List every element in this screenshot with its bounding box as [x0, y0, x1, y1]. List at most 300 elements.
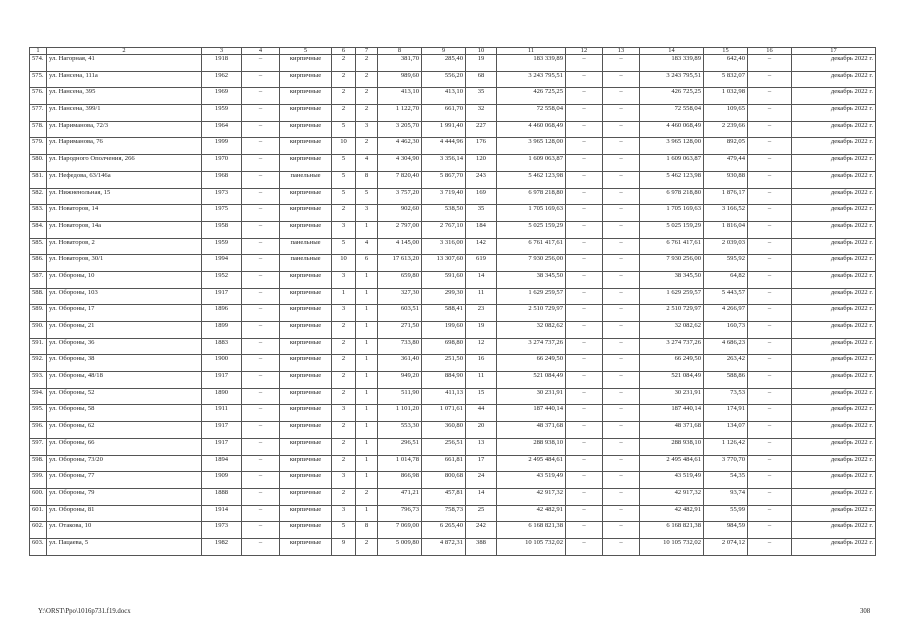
- table-cell: 227: [466, 121, 497, 138]
- table-cell: 11: [466, 288, 497, 305]
- table-cell: кирпичные: [280, 271, 332, 288]
- table-cell: –: [566, 372, 603, 389]
- table-cell: –: [242, 388, 280, 405]
- table-cell: кирпичные: [280, 355, 332, 372]
- table-cell: ул. Отакова, 10: [47, 522, 202, 539]
- table-cell: –: [748, 288, 792, 305]
- table-cell: 271,50: [378, 322, 422, 339]
- table-cell: 1 991,40: [422, 121, 466, 138]
- table-cell: 109,65: [704, 105, 748, 122]
- table-cell: –: [748, 205, 792, 222]
- table-cell: 1: [356, 405, 378, 422]
- table-cell: –: [566, 155, 603, 172]
- table-cell: 1890: [202, 388, 242, 405]
- table-cell: 603,51: [378, 305, 422, 322]
- table-cell: декабрь 2022 г.: [792, 255, 876, 272]
- table-cell: 411,13: [422, 388, 466, 405]
- table-row: [30, 405, 876, 422]
- table-cell: 251,50: [422, 355, 466, 372]
- table-cell: 1958: [202, 221, 242, 238]
- table-cell: –: [748, 138, 792, 155]
- table-cell: кирпичные: [280, 221, 332, 238]
- table-cell: 5: [356, 188, 378, 205]
- table-cell: ул. Обороны, 77: [47, 472, 202, 489]
- table-cell: 1917: [202, 288, 242, 305]
- table-row: [30, 422, 876, 439]
- table-cell: –: [603, 438, 640, 455]
- table-cell: кирпичные: [280, 338, 332, 355]
- table-cell: –: [603, 522, 640, 539]
- table-cell: 1982: [202, 538, 242, 555]
- table-cell: 585.: [30, 238, 47, 255]
- housing-register-table: [29, 47, 876, 556]
- table-cell: 866,98: [378, 472, 422, 489]
- table-cell: 3: [332, 305, 356, 322]
- table-cell: 1 014,78: [378, 455, 422, 472]
- table-cell: 169: [466, 188, 497, 205]
- table-cell: 288 938,10: [640, 438, 704, 455]
- table-cell: 66 249,50: [497, 355, 566, 372]
- table-cell: –: [603, 238, 640, 255]
- table-cell: –: [242, 538, 280, 555]
- table-row: [30, 55, 876, 72]
- table-cell: 35: [466, 205, 497, 222]
- table-cell: декабрь 2022 г.: [792, 288, 876, 305]
- table-cell: 183 339,89: [640, 55, 704, 72]
- table-cell: –: [603, 538, 640, 555]
- table-cell: 2 495 484,61: [497, 455, 566, 472]
- table-cell: –: [566, 522, 603, 539]
- table-cell: ул. Наримановa, 72/3: [47, 121, 202, 138]
- table-cell: 3: [332, 271, 356, 288]
- table-cell: декабрь 2022 г.: [792, 271, 876, 288]
- table-cell: –: [748, 438, 792, 455]
- table-cell: –: [566, 472, 603, 489]
- table-cell: 892,05: [704, 138, 748, 155]
- table-cell: 583.: [30, 205, 47, 222]
- table-cell: 1899: [202, 322, 242, 339]
- table-cell: –: [748, 105, 792, 122]
- table-cell: ул. Нансена, 395: [47, 88, 202, 105]
- table-cell: ул. Обороны, 81: [47, 505, 202, 522]
- table-cell: ул. Новаторов, 14: [47, 205, 202, 222]
- table-cell: –: [603, 205, 640, 222]
- table-cell: 1894: [202, 455, 242, 472]
- table-cell: –: [603, 121, 640, 138]
- table-cell: 1 629 259,57: [497, 288, 566, 305]
- table-cell: 32 082,62: [497, 322, 566, 339]
- table-cell: 4 444,96: [422, 138, 466, 155]
- table-cell: 5: [332, 171, 356, 188]
- table-cell: декабрь 2022 г.: [792, 322, 876, 339]
- table-cell: 3 757,20: [378, 188, 422, 205]
- table-cell: –: [748, 155, 792, 172]
- column-number: 2: [47, 48, 202, 55]
- table-cell: 595.: [30, 405, 47, 422]
- table-cell: кирпичные: [280, 188, 332, 205]
- table-cell: –: [603, 105, 640, 122]
- table-cell: 73,53: [704, 388, 748, 405]
- column-number: 8: [378, 48, 422, 55]
- table-cell: 587.: [30, 271, 47, 288]
- table-cell: –: [242, 88, 280, 105]
- table-cell: 183 339,89: [497, 55, 566, 72]
- column-number: 14: [640, 48, 704, 55]
- table-cell: –: [603, 405, 640, 422]
- table-cell: 243: [466, 171, 497, 188]
- column-number: 1: [30, 48, 47, 55]
- table-cell: 4: [356, 155, 378, 172]
- table-row: [30, 488, 876, 505]
- table-cell: 4 266,97: [704, 305, 748, 322]
- table-cell: –: [242, 121, 280, 138]
- table-cell: кирпичные: [280, 538, 332, 555]
- table-cell: 1 609 063,87: [497, 155, 566, 172]
- table-cell: –: [566, 288, 603, 305]
- table-cell: –: [603, 322, 640, 339]
- table-cell: 43 519,49: [640, 472, 704, 489]
- table-row: [30, 455, 876, 472]
- table-cell: 1994: [202, 255, 242, 272]
- table-cell: 4 462,30: [378, 138, 422, 155]
- table-cell: 42 482,91: [497, 505, 566, 522]
- table-cell: декабрь 2022 г.: [792, 305, 876, 322]
- table-cell: 733,80: [378, 338, 422, 355]
- table-cell: 361,40: [378, 355, 422, 372]
- table-cell: –: [566, 322, 603, 339]
- table-cell: 5 443,57: [704, 288, 748, 305]
- table-cell: 758,73: [422, 505, 466, 522]
- table-cell: 160,73: [704, 322, 748, 339]
- table-cell: –: [603, 455, 640, 472]
- column-number: 12: [566, 48, 603, 55]
- table-cell: 2: [332, 355, 356, 372]
- table-cell: 134,07: [704, 422, 748, 439]
- table-cell: –: [242, 138, 280, 155]
- table-cell: –: [603, 171, 640, 188]
- table-row: [30, 505, 876, 522]
- table-cell: –: [748, 405, 792, 422]
- table-cell: 413,10: [378, 88, 422, 105]
- table-cell: 42 917,32: [497, 488, 566, 505]
- table-cell: 661,81: [422, 455, 466, 472]
- table-cell: 93,74: [704, 488, 748, 505]
- table-cell: 64,82: [704, 271, 748, 288]
- table-cell: 588,86: [704, 372, 748, 389]
- table-cell: декабрь 2022 г.: [792, 188, 876, 205]
- table-cell: 586.: [30, 255, 47, 272]
- table-cell: 2: [332, 205, 356, 222]
- table-cell: 1 101,20: [378, 405, 422, 422]
- table-cell: 10 105 732,02: [497, 538, 566, 555]
- table-cell: 1959: [202, 238, 242, 255]
- table-cell: 4 304,90: [378, 155, 422, 172]
- table-row: [30, 238, 876, 255]
- table-cell: 5 462 123,98: [640, 171, 704, 188]
- table-cell: –: [242, 438, 280, 455]
- table-cell: ул. Новаторов, 2: [47, 238, 202, 255]
- table-cell: 2 510 729,97: [497, 305, 566, 322]
- table-cell: декабрь 2022 г.: [792, 372, 876, 389]
- table-cell: 2: [356, 55, 378, 72]
- table-cell: кирпичные: [280, 288, 332, 305]
- column-number-row: [30, 48, 876, 55]
- table-cell: ул. Нариманова, 76: [47, 138, 202, 155]
- table-cell: 8: [356, 171, 378, 188]
- table-cell: 3: [332, 221, 356, 238]
- table-cell: 3 356,14: [422, 155, 466, 172]
- table-cell: 187 440,14: [640, 405, 704, 422]
- table-cell: 1 629 259,57: [640, 288, 704, 305]
- table-cell: 642,40: [704, 55, 748, 72]
- table-cell: 1: [356, 438, 378, 455]
- table-cell: 5: [332, 121, 356, 138]
- table-cell: 44: [466, 405, 497, 422]
- table-cell: –: [603, 221, 640, 238]
- table-cell: ул. Обороны, 21: [47, 322, 202, 339]
- table-cell: 66 249,50: [640, 355, 704, 372]
- table-cell: 1 032,98: [704, 88, 748, 105]
- table-cell: 5: [332, 238, 356, 255]
- table-cell: 698,80: [422, 338, 466, 355]
- table-cell: 1909: [202, 472, 242, 489]
- table-cell: –: [566, 138, 603, 155]
- table-cell: 1999: [202, 138, 242, 155]
- table-cell: ул. Обороны, 62: [47, 422, 202, 439]
- table-cell: –: [242, 422, 280, 439]
- table-cell: –: [603, 372, 640, 389]
- table-cell: 14: [466, 488, 497, 505]
- table-cell: 1: [356, 422, 378, 439]
- table-cell: 796,73: [378, 505, 422, 522]
- table-cell: –: [566, 405, 603, 422]
- column-number: 7: [356, 48, 378, 55]
- table-cell: –: [566, 505, 603, 522]
- table-cell: 32: [466, 105, 497, 122]
- table-cell: 1: [356, 388, 378, 405]
- table-cell: 597.: [30, 438, 47, 455]
- table-cell: 11: [466, 372, 497, 389]
- table-row: [30, 338, 876, 355]
- table-cell: 479,44: [704, 155, 748, 172]
- table-cell: –: [566, 422, 603, 439]
- table-cell: 6: [356, 255, 378, 272]
- table-cell: 2: [332, 422, 356, 439]
- table-cell: 3 274 737,26: [640, 338, 704, 355]
- table-cell: 2: [332, 372, 356, 389]
- table-cell: 575.: [30, 71, 47, 88]
- table-cell: 1888: [202, 488, 242, 505]
- table-cell: –: [242, 355, 280, 372]
- table-row: [30, 472, 876, 489]
- table-cell: кирпичные: [280, 105, 332, 122]
- table-cell: –: [603, 488, 640, 505]
- table-cell: 1917: [202, 438, 242, 455]
- table-cell: 54,35: [704, 472, 748, 489]
- table-cell: панельные: [280, 171, 332, 188]
- table-cell: 949,20: [378, 372, 422, 389]
- table-cell: 1968: [202, 171, 242, 188]
- table-cell: –: [242, 405, 280, 422]
- table-cell: декабрь 2022 г.: [792, 422, 876, 439]
- table-cell: –: [242, 155, 280, 172]
- table-cell: кирпичные: [280, 422, 332, 439]
- table-cell: 2: [332, 388, 356, 405]
- table-row: [30, 388, 876, 405]
- table-row: [30, 155, 876, 172]
- table-cell: декабрь 2022 г.: [792, 121, 876, 138]
- table-cell: –: [748, 121, 792, 138]
- table-cell: ул. Новаторов, 30/1: [47, 255, 202, 272]
- table-cell: 1: [356, 338, 378, 355]
- table-cell: –: [603, 388, 640, 405]
- table-cell: 556,20: [422, 71, 466, 88]
- table-cell: 3: [356, 205, 378, 222]
- column-number: 6: [332, 48, 356, 55]
- table-cell: –: [603, 55, 640, 72]
- table-cell: 1: [356, 355, 378, 372]
- table-cell: 142: [466, 238, 497, 255]
- table-cell: 285,40: [422, 55, 466, 72]
- table-cell: –: [603, 271, 640, 288]
- table-cell: 4 145,00: [378, 238, 422, 255]
- table-row: [30, 205, 876, 222]
- table-cell: 2: [332, 105, 356, 122]
- table-cell: –: [748, 472, 792, 489]
- table-cell: –: [242, 105, 280, 122]
- table-cell: –: [748, 388, 792, 405]
- table-cell: –: [748, 538, 792, 555]
- table-cell: –: [748, 422, 792, 439]
- column-number: 15: [704, 48, 748, 55]
- table-cell: 574.: [30, 55, 47, 72]
- table-cell: 521 084,49: [640, 372, 704, 389]
- column-number: 17: [792, 48, 876, 55]
- table-row: [30, 322, 876, 339]
- table-cell: –: [748, 522, 792, 539]
- table-cell: ул. Обороны, 58: [47, 405, 202, 422]
- table-cell: 1962: [202, 71, 242, 88]
- table-row: [30, 438, 876, 455]
- table-cell: –: [603, 472, 640, 489]
- table-cell: 10 105 732,02: [640, 538, 704, 555]
- table-cell: –: [603, 355, 640, 372]
- table-cell: 6 761 417,61: [640, 238, 704, 255]
- table-cell: 256,51: [422, 438, 466, 455]
- table-cell: –: [748, 88, 792, 105]
- table-row: [30, 538, 876, 555]
- table-cell: 10: [332, 255, 356, 272]
- table-cell: 3 205,70: [378, 121, 422, 138]
- table-cell: 6 761 417,61: [497, 238, 566, 255]
- table-cell: 16: [466, 355, 497, 372]
- table-cell: –: [748, 238, 792, 255]
- table-cell: ул. Обороны, 36: [47, 338, 202, 355]
- column-number: 11: [497, 48, 566, 55]
- table-cell: 902,60: [378, 205, 422, 222]
- table-cell: панельные: [280, 238, 332, 255]
- table-cell: –: [566, 438, 603, 455]
- table-cell: 588.: [30, 288, 47, 305]
- table-cell: панельные: [280, 255, 332, 272]
- table-cell: 42 482,91: [640, 505, 704, 522]
- table-cell: 7 069,00: [378, 522, 422, 539]
- table-cell: ул. Обороны, 103: [47, 288, 202, 305]
- table-cell: декабрь 2022 г.: [792, 338, 876, 355]
- table-cell: 3 965 128,00: [497, 138, 566, 155]
- table-row: [30, 255, 876, 272]
- table-cell: декабрь 2022 г.: [792, 55, 876, 72]
- table-cell: 1952: [202, 271, 242, 288]
- table-cell: –: [242, 472, 280, 489]
- table-cell: 580.: [30, 155, 47, 172]
- table-cell: 13 307,60: [422, 255, 466, 272]
- table-cell: 1 609 063,87: [640, 155, 704, 172]
- table-cell: ул. Обороны, 73/20: [47, 455, 202, 472]
- table-cell: 1911: [202, 405, 242, 422]
- table-cell: 6 168 821,38: [640, 522, 704, 539]
- table-cell: 471,21: [378, 488, 422, 505]
- table-cell: 593.: [30, 372, 47, 389]
- table-cell: 2 239,66: [704, 121, 748, 138]
- table-cell: –: [566, 255, 603, 272]
- table-cell: 7 820,40: [378, 171, 422, 188]
- table-cell: 12: [466, 338, 497, 355]
- table-row: [30, 121, 876, 138]
- table-cell: 582.: [30, 188, 47, 205]
- table-cell: –: [242, 372, 280, 389]
- table-cell: 4 460 068,49: [640, 121, 704, 138]
- table-cell: кирпичные: [280, 88, 332, 105]
- table-cell: 602.: [30, 522, 47, 539]
- table-cell: –: [748, 171, 792, 188]
- table-cell: 5 832,07: [704, 71, 748, 88]
- table-cell: 174,91: [704, 405, 748, 422]
- table-cell: 2: [332, 322, 356, 339]
- table-cell: –: [566, 388, 603, 405]
- table-cell: 72 558,04: [497, 105, 566, 122]
- table-row: [30, 271, 876, 288]
- table-cell: 984,59: [704, 522, 748, 539]
- table-cell: 1: [356, 472, 378, 489]
- table-cell: 600.: [30, 488, 47, 505]
- table-cell: 5 025 159,29: [640, 221, 704, 238]
- table-cell: 1975: [202, 205, 242, 222]
- table-cell: 68: [466, 71, 497, 88]
- table-cell: 288 938,10: [497, 438, 566, 455]
- table-cell: –: [242, 505, 280, 522]
- table-cell: 588,41: [422, 305, 466, 322]
- table-cell: 19: [466, 322, 497, 339]
- table-cell: декабрь 2022 г.: [792, 438, 876, 455]
- table-row: [30, 305, 876, 322]
- table-cell: –: [603, 88, 640, 105]
- table-cell: 8: [356, 522, 378, 539]
- table-cell: –: [242, 171, 280, 188]
- table-cell: декабрь 2022 г.: [792, 138, 876, 155]
- table-cell: 1918: [202, 55, 242, 72]
- table-cell: –: [566, 221, 603, 238]
- table-cell: 579.: [30, 138, 47, 155]
- table-cell: 589.: [30, 305, 47, 322]
- table-row: [30, 355, 876, 372]
- table-cell: 184: [466, 221, 497, 238]
- table-cell: декабрь 2022 г.: [792, 71, 876, 88]
- table-cell: 595,92: [704, 255, 748, 272]
- table-cell: 590.: [30, 322, 47, 339]
- table-cell: 6 978 218,80: [497, 188, 566, 205]
- table-cell: ул. Обороны, 17: [47, 305, 202, 322]
